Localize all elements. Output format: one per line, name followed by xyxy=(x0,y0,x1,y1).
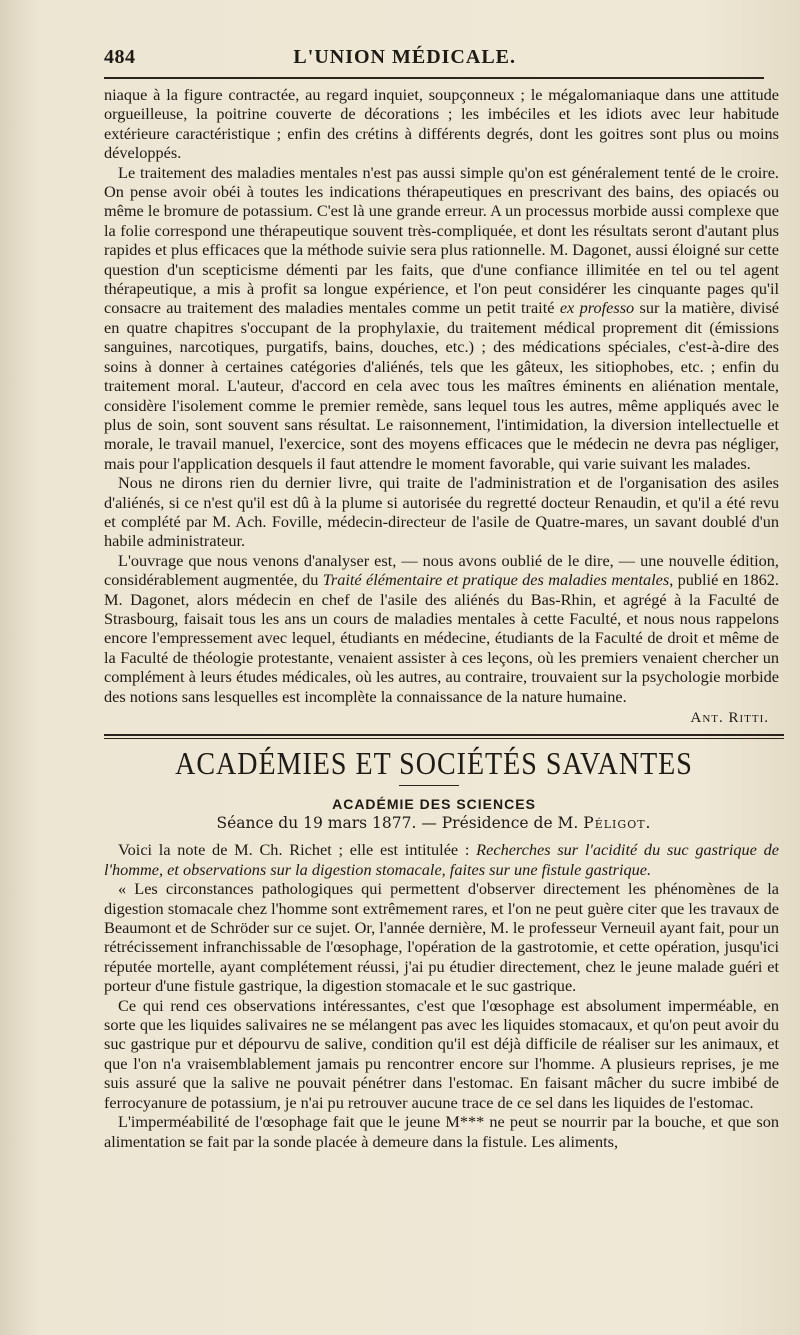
seance-line: Séance du 19 mars 1877. — Présidence de M. Péligot. xyxy=(216,814,652,833)
review-paragraph-3: Nous ne dirons rien du dernier livre, qui traite de l'administration et de l'organisation des asiles d'aliénés, si ce n'est qu'il est dû à la plume si autorisée du regretté docteur Renaudin, et qu'il a été revu et complété par M. Ach. Foville, médecin-directeur de l'asile de Quatre-mares, un savant doublé d'un habile administrateur. xyxy=(104,473,779,551)
note-paragraph-2: Ce qui rend ces observations intéressantes, c'est que l'œsophage est absolument imperméable, en sorte que les liquides salivaires ne se mélangent pas avec les liquides stomacaux, et qu'on peut avoir du suc gastrique pur et dépourvu de salive, condition qu'il est déjà difficile de réaliser sur les animaux, et que l'on n'a vraisemblablement jamais pu rencontrer encore sur l'homme. A plusieurs reprises, je me suis assuré que la salive ne pouvait pénétrer dans l'estomac. En faisant mâcher du sucre imbibé de ferrocyanure de potassium, je n'ai pu retrouver aucune trace de ce sel dans les liquides de l'estomac. xyxy=(104,995,779,1112)
note-paragraph-3: L'imperméabilité de l'œsophage fait que le jeune M*** ne peut se nourrir par la bouche, et que son alimentation se fait par la sonde placée à demeure dans la fistule. Les aliments, xyxy=(104,1112,779,1151)
academy-note xyxy=(104,840,779,1151)
academy-subtitle: ACADÉMIE DES SCIENCES xyxy=(332,796,536,813)
review-paragraph-1: niaque à la figure contractée, au regard inquiet, soupçonneux ; le mégalomaniaque dans une attitude orgueilleuse, la poitrine couverte de décorations ; les imbéciles et les idiots avec leur habitude extérieure caractéristique ; enfin des crétins à différents degrés, dont les goitres sont plus ou moins développés. xyxy=(104,85,779,163)
note-intro: Voici la note de M. Ch. Richet ; elle est intitulée : Recherches sur l'acidité du suc gastrique de l'homme, et observations sur la digestion stomacale, faites sur une fistule gastrique. xyxy=(104,840,779,879)
section-divider xyxy=(104,734,784,739)
review-article xyxy=(104,85,779,728)
note-title: Recherches sur l'acidité du suc gastrique de l'homme, et observations sur la digestion stomacale, faites sur une fistule gastrique. xyxy=(104,840,779,879)
page-header xyxy=(104,46,786,69)
author-signature: Ant. Ritti. xyxy=(690,710,769,726)
header-rule xyxy=(104,77,764,79)
italic-book-title: Traité élémentaire et pratique des maladies mentales xyxy=(322,570,670,590)
journal-title: L'UNION MÉDICALE. xyxy=(293,46,516,68)
president-name: Péligot. xyxy=(583,814,652,833)
page-number: 484 xyxy=(104,46,136,68)
section-title: ACADÉMIES ET SOCIÉTÉS SAVANTES xyxy=(175,747,693,783)
review-paragraph-2: Le traitement des maladies mentales n'est pas aussi simple qu'on est généralement tenté de le croire. On pense avoir obéi à toutes les indications thérapeutiques en prescrivant des bains, des opiacés ou même le bromure de potassium. C'est là une grande erreur. A un processus morbide aussi complexe que la folie correspond une thérapeutique souvent très-compliquée, et dont les résultats seront d'autant plus rapides et plus efficaces que la méthode suivie sera plus rationnelle. M. Dagonet, aussi éloigné sur cette question d'un scepticisme démenti par les faits, que d'une confiance illimitée en tel ou tel agent thérapeutique, a mis à profit sa longue expérience, et l'on peut considérer les cinquante pages qu'il consacre au traitement des maladies mentales comme un petit traité ex professo sur la matière, divisé en quatre chapitres s'occupant de la prophylaxie, du traitement médical proprement dit (émissions sanguines, narcotiques, purgatifs, bains, douches, etc.) ; des médications spéciales, c'est-à-dire des soins à donner à certaines catégories d'aliénés, tels que les gâteux, les sitiophobes, etc. ; enfin du traitement moral. L'auteur, d'accord en cela avec tous les maîtres éminents en aliénation mentale, considère l'isolement comme le premier remède, sans lequel tous les autres, même appliqués avec le plus de soin, sont souvent sans résultat. Le raisonnement, l'intimidation, la diversion intellectuelle et morale, le travail manuel, l'exercice, sont des moyens efficaces que le médecin ne devra pas négliger, mais pour l'application desquels il faut attendre le moment favorable, qui varie suivant les malades. xyxy=(104,162,780,473)
review-paragraph-4: L'ouvrage que nous venons d'analyser est, — nous avons oublié de le dire, — une nouvelle édition, considérablement augmentée, du Traité élémentaire et pratique des maladies mentales, publié en 1862. M. Dagonet, alors médecin en chef de l'asile des aliénés du Bas-Rhin, et agrégé à la Faculté de Strasbourg, faisait tous les ans un cours de maladies mentales à cette Faculté, et nous nous rappelons encore l'empressement avec lequel, étudiants en médecine, étudiants de la Faculté de droit et même de la Faculté de théologie protestante, venaient assister à ces leçons, où les premiers venaient chercher un complément à leurs études médicales, où les autres, au contraire, trouvaient sur la psychologie morbide des notions sans lesquelles est incomplète la connaissance de la nature humaine. xyxy=(104,550,779,706)
note-paragraph-1: « Les circonstances pathologiques qui permettent d'observer directement les phénomènes de la digestion stomacale chez l'homme sont extrêmement rares, et l'on ne peut guère citer que les travaux de Beaumont et de Schröder sur ce sujet. Or, l'année dernière, M. le professeur Verneuil ayant fait, pour un rétrécissement infranchissable de l'œsophage, l'opération de la gastrotomie, et cette opération, jusqu'ici réputée mortelle, ayant complétement réussi, j'ai pu étudier directement, chez le jeune malade guéri et porteur d'une fistule gastrique, la digestion stomacale et le suc gastrique. xyxy=(104,879,779,996)
italic-ex-professo: ex professo xyxy=(559,298,635,318)
title-rule xyxy=(399,785,459,786)
